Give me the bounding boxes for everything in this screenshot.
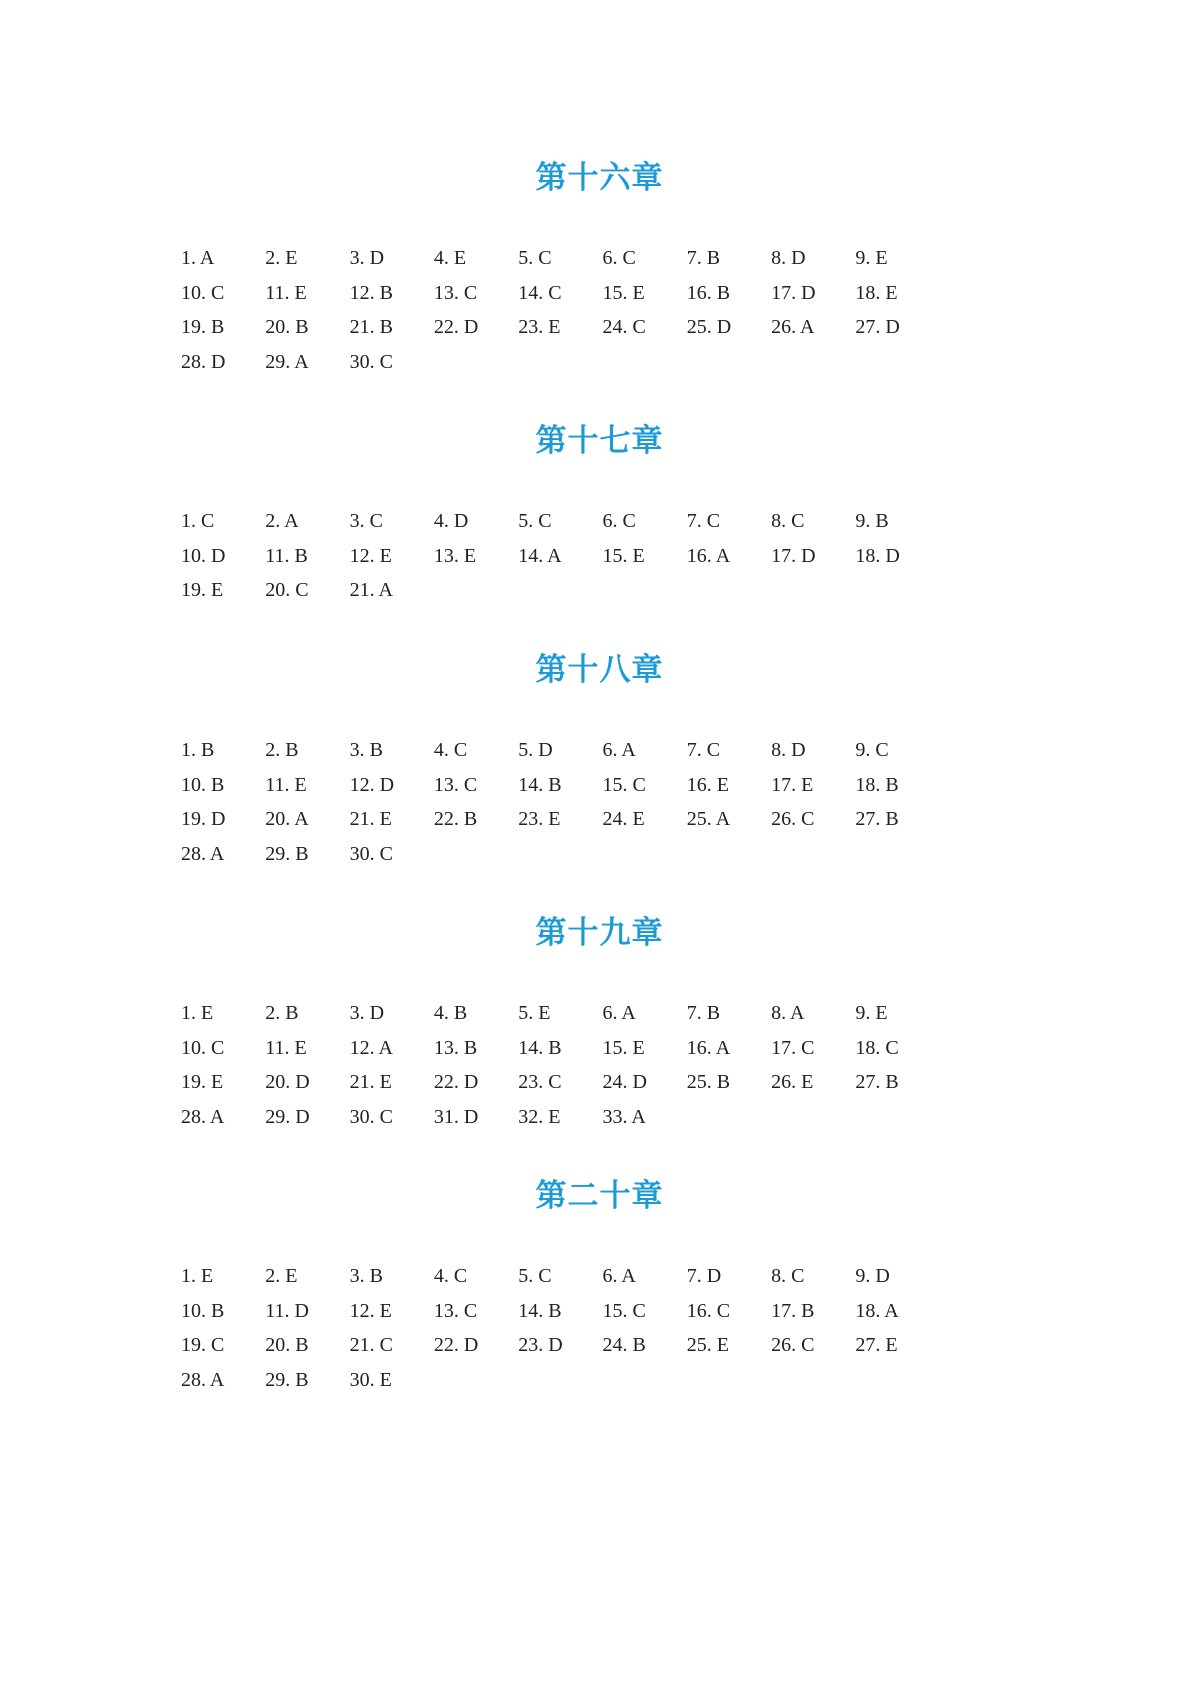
answer-item: 30. C (349, 1105, 393, 1128)
answer-item: 7. C (686, 739, 721, 761)
answer-item: 12. B (349, 281, 393, 304)
answer-item: 1. E (181, 1002, 214, 1024)
answer-item: 32. E (518, 1105, 561, 1128)
answer-item: 22. D (433, 316, 479, 338)
answer-item: 14. B (518, 773, 562, 796)
answer-item: 17. C (771, 1036, 815, 1059)
answer-item: 20. A (265, 808, 309, 830)
answer-item: 22. D (433, 1334, 479, 1356)
answer-item: 21. E (349, 1071, 392, 1093)
answer-item: 16. A (686, 544, 731, 567)
answer-item: 5. C (518, 247, 552, 269)
answer-item: 26. A (771, 316, 815, 338)
answer-item: 7. B (686, 247, 721, 269)
answer-item: 12. E (349, 1299, 392, 1322)
answer-item: 9. D (855, 1265, 890, 1287)
answer-item: 6. A (602, 1002, 636, 1024)
answer-item: 14. C (518, 281, 562, 304)
answer-item: 10. C (181, 281, 225, 304)
answer-item: 11. D (265, 1299, 309, 1322)
answer-item: 30. C (349, 842, 393, 865)
chapter-title: 第十八章 (535, 652, 664, 688)
answer-item: 28. A (181, 1368, 225, 1391)
answer-item: 18. A (855, 1299, 899, 1322)
answer-item: 19. D (181, 808, 226, 830)
answer-item: 18. E (855, 281, 898, 304)
answer-item: 26. C (771, 1334, 815, 1356)
answer-item: 4. D (433, 510, 469, 532)
answer-item: 5. C (518, 510, 552, 532)
answer-item: 24. E (602, 808, 645, 830)
answer-item: 6. C (602, 247, 636, 269)
answer-item: 29. B (265, 1368, 309, 1391)
answer-item: 9. B (855, 510, 889, 532)
answer-item: 11. E (265, 281, 307, 304)
answer-item: 13. B (433, 1036, 478, 1059)
answer-item: 3. C (349, 510, 383, 532)
answer-item: 2. B (265, 739, 299, 761)
answer-item: 15. E (602, 544, 645, 567)
answer-item: 20. D (265, 1071, 310, 1093)
answer-item: 11. E (265, 773, 307, 796)
answer-item: 4. E (433, 247, 467, 269)
answer-item: 6. A (602, 739, 636, 761)
answer-item: 30. C (349, 350, 393, 373)
answer-item: 26. C (771, 808, 815, 830)
answer-item: 13. E (433, 544, 477, 567)
answer-item: 22. D (433, 1071, 479, 1093)
answer-item: 18. B (855, 773, 899, 796)
answer-item: 24. D (602, 1071, 647, 1093)
answer-item: 14. A (518, 544, 562, 567)
answer-item: 14. B (518, 1036, 562, 1059)
answer-item: 20. B (265, 316, 309, 338)
answer-item: 28. A (181, 842, 225, 865)
answer-item: 13. C (433, 1299, 478, 1322)
answer-item: 11. E (265, 1036, 307, 1059)
answer-item: 24. C (602, 316, 646, 338)
answer-item: 17. E (771, 773, 814, 796)
answer-item: 13. C (433, 773, 478, 796)
answer-item: 13. C (433, 281, 478, 304)
answer-item: 15. C (602, 1299, 646, 1322)
answer-item: 16. A (686, 1036, 731, 1059)
answer-item: 8. C (771, 1265, 805, 1287)
answer-item: 1. A (181, 247, 215, 269)
chapter-title: 第十六章 (535, 160, 664, 196)
answer-item: 12. A (349, 1036, 393, 1059)
answer-item: 2. A (265, 510, 299, 532)
answer-item: 23. E (518, 316, 561, 338)
answer-item: 17. B (771, 1299, 815, 1322)
answer-item: 1. E (181, 1265, 214, 1287)
answer-item: 9. C (855, 739, 889, 761)
answer-item: 25. E (686, 1334, 730, 1356)
answer-item: 11. B (265, 544, 308, 567)
answer-item: 23. E (518, 808, 561, 830)
answer-item: 16. E (686, 773, 730, 796)
answer-item: 21. E (349, 808, 392, 830)
answer-item: 3. D (349, 247, 385, 269)
answer-item: 6. A (602, 1265, 636, 1287)
answer-item: 1. C (181, 510, 215, 532)
answer-item: 16. B (686, 281, 731, 304)
answer-item: 4. B (433, 1002, 468, 1024)
answer-item: 10. D (181, 544, 226, 567)
answer-item: 5. D (518, 739, 553, 761)
chapter-title: 第二十章 (535, 1178, 664, 1214)
answer-item: 5. C (518, 1265, 552, 1287)
chapter-title: 第十九章 (535, 915, 664, 951)
answer-item: 2. E (265, 1265, 298, 1287)
answer-item: 21. C (349, 1334, 393, 1356)
answer-item: 3. B (349, 739, 383, 761)
answer-item: 7. C (686, 510, 721, 532)
answer-item: 8. D (771, 739, 806, 761)
answer-item: 14. B (518, 1299, 562, 1322)
answer-item: 28. A (181, 1105, 225, 1128)
answer-item: 27. E (855, 1334, 898, 1356)
answer-item: 29. A (265, 350, 309, 373)
answer-item: 12. D (349, 773, 395, 796)
answer-item: 27. B (855, 808, 899, 830)
answer-item: 6. C (602, 510, 636, 532)
answer-item: 29. B (265, 842, 309, 865)
answer-item: 4. C (433, 739, 468, 761)
answer-item: 8. C (771, 510, 805, 532)
chapter-title: 第十七章 (535, 423, 664, 459)
answer-item: 19. B (181, 316, 225, 338)
answer-item: 26. E (771, 1071, 814, 1093)
answer-item: 8. D (771, 247, 806, 269)
answer-item: 7. D (686, 1265, 722, 1287)
answer-item: 24. B (602, 1334, 646, 1356)
answer-item: 9. E (855, 247, 888, 269)
answer-item: 29. D (265, 1105, 310, 1128)
answer-item: 19. C (181, 1334, 225, 1356)
answer-item: 18. C (855, 1036, 899, 1059)
answer-item: 1. B (181, 739, 215, 761)
answer-item: 19. E (181, 1071, 224, 1093)
answer-item: 31. D (433, 1105, 479, 1128)
answer-item: 10. B (181, 773, 225, 796)
answer-item: 25. B (686, 1071, 731, 1093)
answer-item: 25. D (686, 316, 732, 338)
answer-item: 5. E (518, 1002, 551, 1024)
answer-item: 2. B (265, 1002, 299, 1024)
answer-item: 7. B (686, 1002, 721, 1024)
answer-item: 9. E (855, 1002, 888, 1024)
answer-item: 22. B (433, 808, 478, 830)
answer-item: 21. A (349, 579, 393, 601)
answer-item: 15. E (602, 1036, 645, 1059)
answer-item: 15. C (602, 773, 646, 796)
answer-item: 30. E (349, 1368, 392, 1391)
answer-item: 33. A (602, 1105, 646, 1128)
answer-item: 23. C (518, 1071, 562, 1093)
answer-item: 3. D (349, 1002, 385, 1024)
answer-item: 23. D (518, 1334, 563, 1356)
answer-item: 4. C (433, 1265, 468, 1287)
answer-item: 17. D (771, 544, 816, 567)
answer-item: 17. D (771, 281, 816, 304)
answer-item: 28. D (181, 350, 226, 373)
answer-item: 19. E (181, 579, 224, 601)
answer-item: 20. C (265, 579, 309, 601)
answer-item: 8. A (771, 1002, 805, 1024)
answer-item: 27. D (855, 316, 900, 338)
answer-item: 25. A (686, 808, 731, 830)
answer-item: 3. B (349, 1265, 383, 1287)
answer-item: 20. B (265, 1334, 309, 1356)
answer-item: 27. B (855, 1071, 899, 1093)
answer-item: 16. C (686, 1299, 731, 1322)
answer-item: 18. D (855, 544, 900, 567)
answer-item: 10. B (181, 1299, 225, 1322)
answer-item: 12. E (349, 544, 392, 567)
answer-item: 10. C (181, 1036, 225, 1059)
answer-item: 15. E (602, 281, 645, 304)
answer-item: 2. E (265, 247, 298, 269)
answer-item: 21. B (349, 316, 393, 338)
